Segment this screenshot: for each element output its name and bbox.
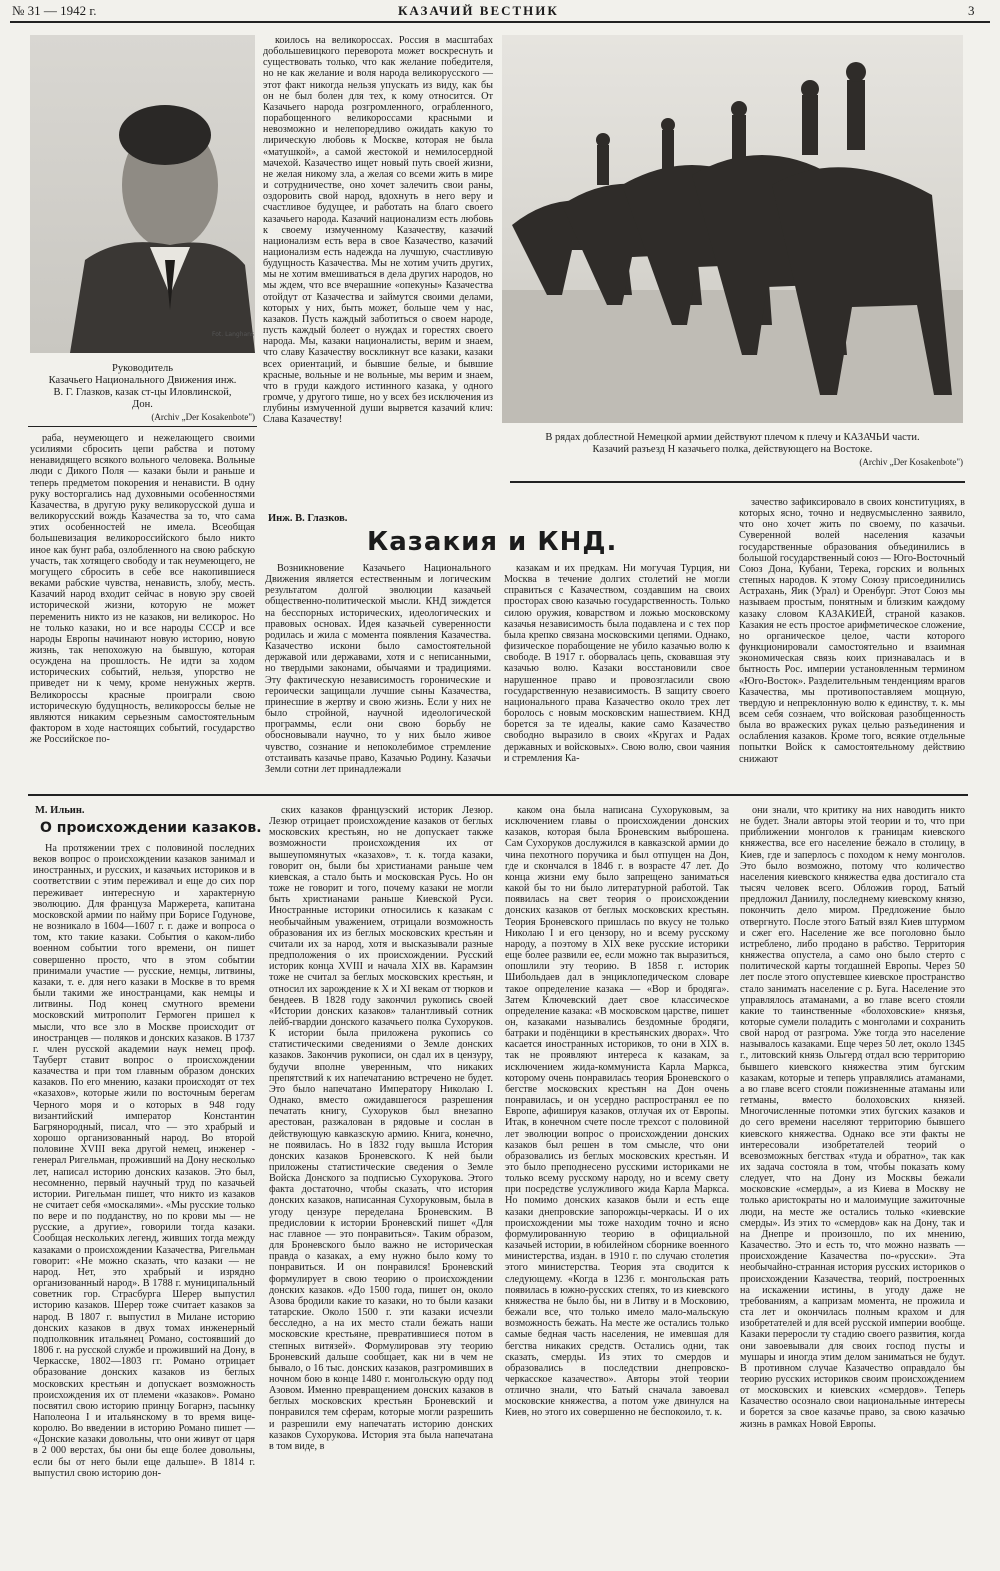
cavalry-credit: (Archiv „Der Kosakenbote"): [859, 457, 963, 467]
portrait-caption-line: Руководитель: [112, 363, 173, 374]
article2-byline: М. Ильин.: [35, 805, 85, 816]
portrait-caption-line: Казачьего Национального Движения инж.: [48, 375, 237, 386]
cavalry-rule: [510, 481, 965, 483]
portrait-credit: (Archiv „Der Kosakenbote"): [151, 412, 255, 422]
top-middle-text: коилось на великороссах. Россия в масштабах добольшевицкого переворота может воскреснуть и существовать только, что как желание победителя, но не как желание и воля народа великорусского — этот факт никогда нельзя упускать из виду, как бы он не был болен для тех, к кому относится. От Казачьего народа розгромленного, ограбленного, порабощенного великороссами красными и невозможно и нелепоредливо ожидать какую то лирическую любовь к Москве, которая не была «матушкой», а самой жестокой и немилосердной мачехой. Казачество ищет новый путь своей жизни, не желая никому зла, а желая со всеми жить в мире и сотрудничестве, оно хочет залечить свои раны, оздоровить свой народ, вдохнуть в него веру и счастливое будущее, и работать на благо своего казачьего народа. Казачий национализм есть любовь к своему измученному Казачеству, казачий национализм есть вера в свое Казачество, казачий национализм есть надежда на лучшую, счастливую будущность Казачества. Мы не хотим учить других, мы не хотим вмешиваться в дела других народов, но мы ждем, что все вчерашние «опекуны» Казачества отойдут от Казачества и займутся своими делами, которых у них, быть может, больше чем у нас, казаков. Пусть каждый заботиться о своем народе, пусть каждый болеет о нуждах и горестях своего народа. Мы, казаки националисты, верим и знаем, что славу Казачеству воскликнут все казаки, казаки всех ориентаций, и бывшие белые, и бывшие красные, вольные и не вольные, мы верим и знаем, что в груди каждого истинного казака, у одного громче, у другого тише, но у всех без исключения из глубины измученной души вырвется казачий клич: Слава Казачеству!: [263, 35, 493, 426]
header-rule: [10, 21, 990, 23]
portrait-rule: [28, 426, 257, 427]
portrait-image: [30, 35, 255, 353]
section-rule: [28, 794, 968, 796]
page-number: 3: [968, 3, 975, 18]
portrait-caption-line: Дон.: [132, 399, 153, 410]
article2-col2: [269, 805, 493, 1559]
article2-col3: [505, 805, 729, 1559]
cavalry-caption-line: В рядах доблестной Немецкой армии действуют плечом к плечу и КАЗАЧЬИ части.: [545, 432, 920, 443]
article1-col2: [504, 563, 730, 785]
cavalry-image: [502, 35, 963, 423]
article1-col3-text: зачество зафиксировало в своих конституциях, в которых ясно, точно и недвусмысленно заявило, что оно хочет жить по своему, по казачьи. Суверенной волей населения казачьи государственные образования объединились в большой государственный союз — Юго-Восточный Союз Дона, Кубани, Терека, горских и вольных степных народов. К этому Союзу присоединились Астрахань, Яик (Урал) и Оренбург. Этот Союз мы называем простым, понятным и близким каждому казаку словом КАЗАКИЕЙ, страной казаков. Казакия не есть простое арифметическое сложение, но органическое целое, части которого функционировали самостоятельно и взаимная экономическая связь коих признавалась и в бытность Рос. империи установленным термином «Юго-Восток». Разделительным тенденциям врагов Казачества, мы противопоставляем мощную, твердую и непреклонную волю к единству, т. к. мы всем себя сознаем, что войсковая разобщенность была во вражеских руках целью разъединения и ослабления казаков. Кроме того, всякие отдельные попытки Войск к самостоятельному действию снижают: [739, 497, 965, 765]
article2-col1: [33, 843, 255, 1559]
photo-signature: Fot. Langhans: [212, 331, 255, 338]
cavalry-photo: [502, 35, 963, 423]
portrait-caption: [30, 363, 255, 423]
article2-title: О происхождении казаков.: [40, 820, 262, 836]
cavalry-caption-line: Казачий разъезд Н казачьего полка, действующего на Востоке.: [592, 444, 873, 455]
article1-col3: [739, 497, 965, 785]
portrait-caption-line: В. Г. Глазков, казак ст-цы Иловлинской,: [53, 387, 232, 398]
top-left-column: [30, 433, 255, 785]
article2-col1-text: На протяжении трех с половиной последних веков вопрос о происхождении казаков занимал и иностранных, и русских, и казачьих историков и в соответствии с этим переживал и еще до сих пор переживает интересную и характерную эволюцию. Для француза Маржерета, капитана московской армии по найму при Борисе Годунове, не возникало в 1604—1607 г. г. даже и вопроса о том, кто такие казаки. События о каком-либо военном событии того времени, он пишет совершенно просто, что в этом событии принимали участие — русские, немцы, литвины, казаки, т. е. для него казаки в Москве в то время были такими же иностранцами, как немцы и литвины. Под конец смутного времени московский митрополит Гермоген пришел к мысли, что все зло в Москве происходит от иностранцев — поляков и донских казаков. В 1737 г. член русской академии наук немец проф. Тауберт ставит вопрос о происхождении казачества и при том главным образом донских казаков. По его мнению, казаки происходят от тех «казахов», которые жили по восточным берегам Черного моря и о которых в 948 году византийский император Константин Багрянородный, писал, что — это храбрый и хорошо организованный народ. Во второй половине XVIII века другой немец, инженер - генерал Ригельман, проживший на Дону несколько лет, написал историю донских казаков. Это был, несомненно, первый научный труд по казачьей истории. Ригельман пишет, что никто из казаков не считает себя «москалями». «Мы русские только по вере и по подданству, но по крови мы — не русские, а другие», говорили тогда казаки. Сообщая нескольких легенд, живших тогда между казаками о происхождении Казачества, Ригельман говорит: «Не можно сказать, что казаки — не народ. Нет, это храбрый и изрядно организованный народ». В 1788 г. муниципальный советник гор. Страсбурга Шерер выпустил историю казаков. Шерер тоже считает казаков за народ. В 1807 г. выпустил в Милане историю донских казаков в двух томах инженерный подполковник итальянец Романо, состоявший до 1806 г. на русской службе и проживший на Дону, в Черкасске, 1802—1803 гг. Романо отрицает образование донских казаков из беглых московских крестьян и допускает возможность происхождения их от племени «казаков». Романо посвятил свою историю принцу Богарнэ, пасынку Наполеона I и итальянскому в то время вице-королю. Во введении в историю Романо пишет — «Донские казаки довольны, что они живут от царя в 2 000 верстах, бы они бы еще более довольны, если бы от него были еще дальше». В 1814 г. выпустил свою историю дон-: [33, 843, 255, 1479]
article2-col4: [740, 805, 965, 1559]
portrait-photo: [30, 35, 255, 353]
issue-number: № 31 — 1942 г.: [12, 3, 97, 18]
cavalry-caption: [502, 432, 963, 468]
newspaper-title: КАЗАЧИЙ ВЕСТНИК: [398, 3, 559, 18]
article1-col1-text: Возникновение Казачьего Национального Движения является естественным и логическим результатом долгой эволюции казачьей общественно-политической мысли. КНД зиждется на бесспорных исторических, идеологических и правовых основах. Идея казачьей суверенности родилась и жила с момента появления Казачества. Казачество искони было самостоятельной державой или державами, хотя и с неписанными, но твердыми законами, обычаями и традициями. Эту фактическую независимость горонические и героически защищали лучшие сыны Казачества, принесшие в жертву и свою жизнь. Если у них не было стройной, научной идеологической программы, если они свою борьбу не обосновывали научно, то у них было живое чувство, сознание и непоколебимое стремление отстаивать казачье право, Казачью Родину. Казачьи Земли сотни лет принадлежали: [265, 563, 491, 775]
article1-col1: [265, 563, 491, 785]
page-header: [0, 0, 1000, 22]
article1-title: Казакия и КНД.: [367, 527, 618, 557]
article1-col2-text: казакам и их предкам. Ни могучая Турция, ни Москва в течение долгих столетий не могли справиться с Казачеством, создавшим на своих просторах свою казачью государственность. Только силою оружия, коварством и ложью московскому казачья независимость была подавлена и с тех пор была крепко связана московскими цепями. Однако, физическое порабощение не убило казачью волю к свободе. В 1917 г. оборвалась цепь, сковавшая эту казачью волю. Казаки восстановили свое нарушенное право и провозгласили свою государственную независимость. В защиту своего национального права Казачество около трех лет боролось с новым московским нашествием. КНД борется за те идеалы, какие само Казачество свободно выразило в своих «Кругах и Радах державных и войсковых». Свою волю, свои чаяния и стремления Ка-: [504, 563, 730, 764]
article2-col2-text: ских казаков французский историк Лезюр. Лезюр отрицает происхождение казаков от беглых московских крестьян, но не допускает также возможности происхождения их от вышеупомянутых «казахов», т. к. тогда казаки, говорит он, были бы христианами раньше чем киевская, а стало быть и московская Русь. Но он тоже не говорит и того, почему казаки не могли быть христианами раньше Киевской Руси. Иностранные историки относились к казакам с необычайным уважением, отрицали возможность образования их из беглых московских крестьян и считали их за народ, хотя и высказывали разные предположения о их происхождении. Русский историк конца XVIII и начала XIX вв. Карамзин тоже не считал за беглых московских крестьян, и относил их зарождение к X и XI векам от тюрков и бендеев. В 1828 году закончил рукопись своей «Истории донских казаков» талантливый сотник лейб-гвардии донского казачьего полка Сухоруков. К истории была приложена рукопись со статистическими сведениями о Земле донских казаков. Закончив рукописи, он сдал их в цензуру, будучи вполне уверенным, что никаких препятствий к их напечатанию встречено не будет. Это было напечатано Императору Николаю I. Однако, вместо ожидавшегося разрешения печатать книгу, Сухоруков был внезапно арестован, разжалован в рядовые и сослан в действующую кавказскую армию. Книга, конечно, не появилась. Но в 1832 году вышла История донских казаков Броневского. К ней были приложены статистические сведения о Земле Войска Донского за подписью Сухорукова. Этого факта достаточно, чтобы сказать, что история донских казаков, написанная Сухоруковым, была в угоду цензуре переделана Броневским. В предисловии к истории Броневский пишет «Для нас главное — это понравиться». Таким образом, для Броневского было важно не историческая правда о казаках, а ему нужно было кому то понравиться. И он понравился! Броневский формулирует в свою теорию о происхождении донских казаков. «До 1500 года, пишет он, около Азова бродили какие то казаки, но то были казаки татарские. Около 1500 г. эти казаки исчезли бесследно, а на их место стали бежать наши московские крестьяне, превратившиеся потом в степных витязей». Формулировав эту теорию Броневский дальше сообщает, как ни в чем не бывало, о 16 тыс. донских казаков, разгромивших в ночном бою в конце 1480 г. монгольскую орду под Азовом. Именно превращением донских казаков в беглых московских крестьян Броневский и понравился тем сферам, которые могли разрешить и разрешили ему напечатать историю донских казаков Сухорукова. История эта была напечатана в том виде, в: [269, 805, 493, 1452]
top-left-text: раба, неумеющего и нежелающего своими усилиями сбросить цепи рабства и потому ненавидящего всякого вольного человека. Вольные люди с Дикого Поля — казаки были и раньше и теперь предметом покорения и ненависти. В одну руку восторгались над духовными особенностями Казачества, в другую руку великорусской душа и великорусский вождь Казачества за то, что сама этих особенностей не имела. Всеобщая большевизация великороссийского было никто иное как бунт раба, озлобленного на свою рабскую участь, так хотящего свободу и так неумеющего, не могущего сбросить в себе все накопившиеся веками рабские чувства, ненависть, злобу, месть. Казачий народ входит сейчас в новую эру своей исторической жизни, которую не может переменить никто из не казаков, ни великорос. Но не только казаки, но и все народы СССР и все народы Европы начинают новую историю, новую жизнь, так непохожую на бывшую, которая осуждена на прошлость. Не идти за ходом исторических событий, нельзя, упорство не приведет ни к чему, кроме ненужных жертв. Великороссы красные проиграли свою историческую будущность, великороссы белые не являются никаким серьезным самостоятельным фактором в ходе настоящих событий, государство же Российское по-: [30, 433, 255, 746]
article2-col3-text: каком она была написана Сухоруковым, за исключением главы о происхождении донских казаков, которая была Броневским выброшена. Сам Сухоруков дослужился в кавказской армии до чина пехотного поручика и был отпущен на Дон, где и скончался в 1846 г. в возрасте 47 лет. До конца жизни ему было запрещено заниматься какой бы то ни было литературной работой. Так появилась на свет теория о происхождении донских казаков от беглых московских крестьян. Теория Броневского пришлась по вкусу не только Николаю I и его цензору, но и всему русскому народу, а поэтому в XIX веке русские историки еще более развили ее, если можно так выразиться, опошлили эту теорию. В 1858 г. историк Шибольдаев дал в энциклопедическом словаре такое определение казака — «Вор и бродяга». Затем Ключевский дает свое классическое определение казака: «В московском царстве, пишет он, казаками назывались бездомные бродяги, батраки и подёнщики в крестьянских дворах». Что касается иностранных историков, то они в XIX в. так не проявляют интереса к казакам, за исключением жида-коммуниста Карла Маркса, которому очень понравилась теория Броневского о бегстве московских крестьян на Дон очень понравилась, и он усердно распространял ее по Европе, афишируя казаков, отлучая их от Европы. Итак, в конечном счете после трехсот с половиной лет эволюции вопрос о происхождении донских казаков был решен в том смысле, что они образовались из беглых московских крестьян. И это было преподнесено русскими историками не только всему русскому народу, но и всему свету при посредстве услужливого жида Карла Маркса. Но помимо донских казаков были и есть еще казаки днепровские запорожцы-черкасы. И о их происхождении мы тоже находим точно и ясно формулированную теорию в официальной казачьей истории, в юбилейном сборнике военного министерства, издан. в 1910 г. по случаю столетия этого министерства. Теория эта сводится к следующему. «Когда в 1236 г. монгольская рать появилась в южно-русских степях, то из киевского княжества не было бы, ни в Литву и в Московию, бежали все, что только имело мало-мальскую возможность бежать. На месте же остались только самые бедная часть населения, не имевшая для бегства никаких средств. Остались одни, так сказать, смерды. Из этих то смердов и образовались в последствии днепровско-черкасское казачество». Авторы этой теории отлично знали, что Батый сначала завоевал московские княжества, а потом уже двинулся на Киев, но этого их совершенно не беспокоило, т. к.: [505, 805, 729, 1419]
top-middle-column: [263, 35, 493, 505]
article1-byline: Инж. В. Глазков.: [268, 513, 348, 524]
article2-col4-text: они знали, что критику на них наводить никто не будет. Знали авторы этой теории и то, что при приближении монголов к границам киевского княжества, все его население бежало в столицу, в Киев, где и заперлось с походом к нему монголов. Это было возможно, потому что количество населения киевского княжества едва достигало ста тысяч человек всего. Обложив город, Батый предложил Даниилу, последнему киевскому князю, покончить дело миром. Предложение было отвергнуто. После этого Батый взял Киев штурмом и сжег его. Население же все поголовно было истреблено, либо продано в рабство. Территория княжества опустела, а само оно было стерто с политической карты тогдашней Европы. Через 50 лет после этого опустевшее киевское пространство стало занимать население с р. Буга. Население это управлялось атаманами, а во главе всего стояли какие то таинственные «болоховские» князья, которые сумели поладить с монголами и сохранить свой народ от разгрома. Уже тогда это население называлось казаками. Еще через 50 лет, около 1345 г., литовский князь Ольгерд отдал всю территорию бывшего киевского княжества этим бугским казакам, которые и теперь управлялись атаманами, а во главе всего стояли пожизненные атаманы или гетманы, вместо болоховских князей. Многочисленные потомки этих бугских казаков и до сего времени населяют территорию бывшего киевского княжества. Однако все эти факты не интересовали изобретателей теорий о всевозможных бегствах «туда и обратно», так как их задача состояла в том, чтобы показать кому следует, что на Дону из Москвы бежали московские «смерды», а из Киева в Москву не только аристократы но и малоимущие зажиточные люди, на месте же остались только «киевские смерды». Из этих то «смердов» как на Дону, так и на Днепре и произошло, по их мнению, Казачество. Это и есть то, что можно назвать — происхождение Казачества по-«русски». Эта необычайно-странная история русских историков о происхождении Казачества, теорий, построенных на искажении истины, в угоду даже не требованиям, а капризам момента, не прожила и ста лет и окончилась полным крахом и для изобретателей и для всей русской империи вообще. Казаки переросли ту стадию своего развития, когда они завоевывали для своих господ пусты и мушары и иногда этим делом заниматься не будут. В противном случае Казачество оправдало бы теорию русских историков своим происхождением от московских и киевских «смердов». Теперь Казачество осознало свои национальные интересы и борется за свое казачье право, за свою казачью жизнь в рамках Новой Европы.: [740, 805, 965, 1430]
